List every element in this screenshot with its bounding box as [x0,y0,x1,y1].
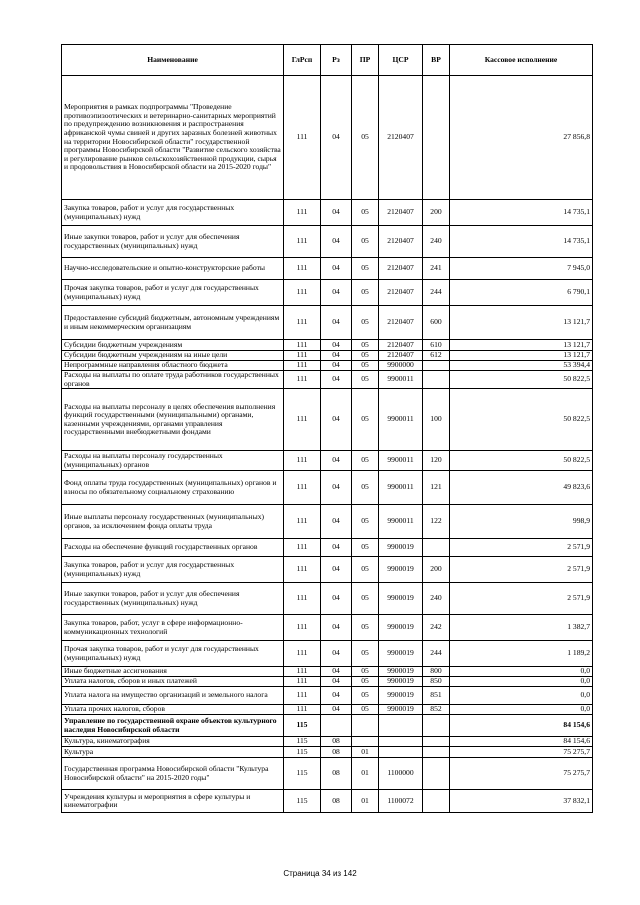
cell-grs: 115 [284,790,321,813]
table-row [62,747,593,758]
cell-amount: 13 121,7 [450,306,593,340]
cell-name: Закупка товаров, работ и услуг для государственных (муниципальных) нужд [62,200,284,226]
cell-pr: 01 [352,790,379,813]
cell-grs: 111 [284,258,321,280]
table-row [62,641,593,667]
cell-amount: 75 275,7 [450,758,593,790]
cell-grs: 111 [284,361,321,371]
table-row [62,539,593,557]
cell-rz: 04 [321,677,352,687]
page-number: Страница 34 из 142 [283,869,357,878]
cell-pr: 05 [352,351,379,361]
table-row [62,340,593,351]
cell-grs: 111 [284,226,321,258]
cell-pr: 05 [352,705,379,715]
cell-rz: 04 [321,705,352,715]
cell-rz: 04 [321,258,352,280]
cell-amount: 0,0 [450,687,593,705]
cell-csr [379,715,423,737]
cell-pr: 01 [352,758,379,790]
table-row [62,583,593,615]
cell-grs: 111 [284,687,321,705]
cell-grs: 111 [284,371,321,389]
cell-name: Культура, кинематография [62,737,284,747]
cell-csr: 9900011 [379,451,423,471]
cell-amount: 13 121,7 [450,351,593,361]
cell-amount: 13 121,7 [450,340,593,351]
cell-grs: 111 [284,557,321,583]
cell-amount: 0,0 [450,667,593,677]
cell-grs: 111 [284,200,321,226]
cell-pr: 05 [352,361,379,371]
cell-rz: 04 [321,389,352,451]
cell-vr [423,747,450,758]
cell-name: Научно-исследовательские и опытно-конструкторские работы [62,258,284,280]
cell-vr: 851 [423,687,450,705]
cell-amount: 50 822,5 [450,451,593,471]
table-row [62,471,593,505]
cell-name: Управление по государственной охране объектов культурного наследия Новосибирской области [62,715,284,737]
cell-grs: 115 [284,737,321,747]
cell-name: Мероприятия в рамках подпрограммы "Проведение противоэпизоотических и ветеринарно-санитарных мероприятий по предупреждению возникновения и распространения африканской чумы свиней и других заразных болезней животных на территории Новосибирской области" государственной программы Новосибирской области "Развитие сельского хозяйства и регулирование рынков сельскохозяйственной продукции, сырья и продовольствия в Новосибирской области на 2015-2020 годы" [62,76,284,200]
cell-grs: 115 [284,747,321,758]
cell-rz: 04 [321,361,352,371]
cell-name: Субсидии бюджетным учреждениям на иные цели [62,351,284,361]
cell-vr: 241 [423,258,450,280]
cell-amount: 2 571,9 [450,583,593,615]
cell-grs: 111 [284,539,321,557]
cell-pr: 05 [352,340,379,351]
cell-rz: 04 [321,505,352,539]
cell-name: Закупка товаров, работ, услуг в сфере информационно-коммуникационных технологий [62,615,284,641]
table-header-row [62,45,593,76]
cell-name: Иные закупки товаров, работ и услуг для обеспечения государственных (муниципальных) нужд [62,226,284,258]
table-row [62,790,593,813]
cell-vr: 600 [423,306,450,340]
cell-name: Фонд оплаты труда государственных (муниципальных) органов и взносы по обязательному социальному страхованию [62,471,284,505]
cell-csr: 2120407 [379,200,423,226]
cell-csr: 2120407 [379,258,423,280]
table-row [62,200,593,226]
cell-pr: 05 [352,557,379,583]
cell-grs: 111 [284,389,321,451]
cell-rz: 04 [321,615,352,641]
cell-amount: 1 189,2 [450,641,593,667]
cell-rz: 08 [321,758,352,790]
cell-pr: 05 [352,76,379,200]
cell-rz: 04 [321,351,352,361]
table-row [62,705,593,715]
table-row [62,258,593,280]
header-amount: Кассовое исполнение [450,45,593,76]
cell-csr: 2120407 [379,340,423,351]
header-pr: ПР [352,45,379,76]
cell-vr: 200 [423,557,450,583]
cell-vr: 100 [423,389,450,451]
cell-vr [423,737,450,747]
cell-grs: 115 [284,715,321,737]
cell-vr: 850 [423,677,450,687]
cell-pr [352,737,379,747]
cell-rz: 04 [321,583,352,615]
cell-name: Расходы на обеспечение функций государственных органов [62,539,284,557]
cell-amount: 7 945,0 [450,258,593,280]
cell-csr: 9900019 [379,667,423,677]
cell-pr: 05 [352,505,379,539]
cell-grs: 111 [284,306,321,340]
cell-rz [321,715,352,737]
cell-rz: 08 [321,790,352,813]
cell-amount: 84 154,6 [450,715,593,737]
cell-rz: 04 [321,306,352,340]
cell-csr: 9900000 [379,361,423,371]
cell-vr: 612 [423,351,450,361]
cell-csr: 9900019 [379,539,423,557]
cell-rz: 04 [321,451,352,471]
cell-amount: 998,9 [450,505,593,539]
header-vr: ВР [423,45,450,76]
cell-rz: 04 [321,200,352,226]
cell-pr: 05 [352,451,379,471]
cell-amount: 2 571,9 [450,539,593,557]
table-row [62,389,593,451]
cell-vr: 200 [423,200,450,226]
cell-csr: 9900011 [379,471,423,505]
cell-name: Государственная программа Новосибирской области "Культура Новосибирской области" на 2015-2020 годы" [62,758,284,790]
cell-rz: 04 [321,280,352,306]
cell-csr: 1100000 [379,758,423,790]
cell-rz: 08 [321,747,352,758]
cell-csr: 9900011 [379,371,423,389]
cell-name: Культура [62,747,284,758]
cell-csr: 2120407 [379,351,423,361]
budget-execution-table [61,44,593,813]
cell-name: Уплата налога на имущество организаций и земельного налога [62,687,284,705]
cell-grs: 111 [284,641,321,667]
cell-amount: 14 735,1 [450,226,593,258]
cell-grs: 111 [284,705,321,715]
cell-name: Расходы на выплаты по оплате труда работников государственных органов [62,371,284,389]
cell-name: Иные выплаты персоналу государственных (муниципальных) органов, за исключением фонда оплаты труда [62,505,284,539]
cell-name: Расходы на выплаты персоналу государственных (муниципальных) органов [62,451,284,471]
table-row [62,226,593,258]
cell-vr [423,76,450,200]
cell-pr: 05 [352,687,379,705]
cell-csr: 2120407 [379,76,423,200]
cell-amount: 6 790,1 [450,280,593,306]
cell-grs: 111 [284,471,321,505]
cell-name: Прочая закупка товаров, работ и услуг для государственных (муниципальных) нужд [62,280,284,306]
table-row [62,306,593,340]
cell-amount: 75 275,7 [450,747,593,758]
cell-name: Уплата прочих налогов, сборов [62,705,284,715]
cell-grs: 111 [284,505,321,539]
cell-name: Уплата налогов, сборов и иных платежей [62,677,284,687]
cell-pr: 05 [352,306,379,340]
cell-pr: 05 [352,583,379,615]
cell-name: Иные закупки товаров, работ и услуг для обеспечения государственных (муниципальных) нужд [62,583,284,615]
cell-csr: 9900019 [379,677,423,687]
cell-csr: 9900019 [379,557,423,583]
cell-rz: 08 [321,737,352,747]
cell-csr: 2120407 [379,226,423,258]
table-row [62,687,593,705]
cell-csr [379,737,423,747]
cell-grs: 111 [284,615,321,641]
cell-vr: 120 [423,451,450,471]
cell-pr: 05 [352,667,379,677]
cell-pr: 01 [352,747,379,758]
cell-csr: 9900019 [379,641,423,667]
cell-csr: 9900019 [379,615,423,641]
cell-vr: 121 [423,471,450,505]
cell-rz: 04 [321,557,352,583]
table-row [62,351,593,361]
cell-rz: 04 [321,687,352,705]
cell-name: Учреждения культуры и мероприятия в сфере культуры и кинематографии [62,790,284,813]
cell-name: Предоставление субсидий бюджетным, автономным учреждениям и иным некоммерческим организациям [62,306,284,340]
table-row [62,667,593,677]
cell-csr: 2120407 [379,280,423,306]
cell-rz: 04 [321,226,352,258]
cell-pr: 05 [352,471,379,505]
table-row [62,371,593,389]
cell-amount: 53 394,4 [450,361,593,371]
cell-vr [423,539,450,557]
cell-vr: 852 [423,705,450,715]
cell-grs: 111 [284,76,321,200]
cell-amount: 14 735,1 [450,200,593,226]
cell-vr: 240 [423,226,450,258]
cell-amount: 27 856,8 [450,76,593,200]
table-body [62,76,593,813]
cell-pr: 05 [352,280,379,306]
cell-pr: 05 [352,615,379,641]
cell-amount: 1 382,7 [450,615,593,641]
table-row [62,505,593,539]
cell-name: Прочая закупка товаров, работ и услуг для государственных (муниципальных) нужд [62,641,284,667]
cell-rz: 04 [321,76,352,200]
cell-vr [423,715,450,737]
cell-grs: 111 [284,340,321,351]
cell-pr [352,715,379,737]
cell-name: Непрограммные направления областного бюджета [62,361,284,371]
cell-pr: 05 [352,226,379,258]
header-name: Наименование [62,45,284,76]
cell-csr: 9900019 [379,687,423,705]
cell-rz: 04 [321,667,352,677]
cell-grs: 111 [284,351,321,361]
cell-pr: 05 [352,389,379,451]
table-row [62,715,593,737]
cell-csr: 9900019 [379,583,423,615]
cell-vr: 800 [423,667,450,677]
cell-rz: 04 [321,539,352,557]
cell-amount: 0,0 [450,677,593,687]
cell-amount: 0,0 [450,705,593,715]
table-row [62,737,593,747]
cell-csr: 9900019 [379,705,423,715]
cell-grs: 111 [284,583,321,615]
cell-pr: 05 [352,677,379,687]
cell-pr: 05 [352,641,379,667]
cell-grs: 111 [284,667,321,677]
cell-vr: 122 [423,505,450,539]
table-row [62,451,593,471]
cell-amount: 37 832,1 [450,790,593,813]
table-row [62,76,593,200]
cell-name: Субсидии бюджетным учреждениям [62,340,284,351]
cell-csr: 1100072 [379,790,423,813]
cell-grs: 115 [284,758,321,790]
table-row [62,615,593,641]
cell-vr [423,361,450,371]
cell-vr [423,371,450,389]
cell-pr: 05 [352,258,379,280]
cell-csr: 2120407 [379,306,423,340]
cell-name: Расходы на выплаты персоналу в целях обеспечения выполнения функций государственными (муниципальными) органами, казенными учреждениями, органами управления государственными внебюджетными фондами [62,389,284,451]
cell-amount: 2 571,9 [450,557,593,583]
cell-grs: 111 [284,280,321,306]
cell-pr: 05 [352,539,379,557]
cell-grs: 111 [284,677,321,687]
cell-amount: 49 823,6 [450,471,593,505]
cell-grs: 111 [284,451,321,471]
cell-amount: 50 822,5 [450,371,593,389]
cell-vr: 244 [423,280,450,306]
cell-csr: 9900011 [379,389,423,451]
header-csr: ЦСР [379,45,423,76]
cell-name: Закупка товаров, работ и услуг для государственных (муниципальных) нужд [62,557,284,583]
cell-rz: 04 [321,340,352,351]
table-row [62,758,593,790]
cell-vr [423,758,450,790]
cell-vr: 242 [423,615,450,641]
cell-pr: 05 [352,371,379,389]
cell-amount: 50 822,5 [450,389,593,451]
cell-pr: 05 [352,200,379,226]
cell-csr [379,747,423,758]
cell-vr [423,790,450,813]
cell-csr: 9900011 [379,505,423,539]
cell-vr: 610 [423,340,450,351]
cell-name: Иные бюджетные ассигнования [62,667,284,677]
cell-vr: 244 [423,641,450,667]
cell-amount: 84 154,6 [450,737,593,747]
table-row [62,557,593,583]
header-grs: ГлРсп [284,45,321,76]
header-rz: Рз [321,45,352,76]
table-row [62,280,593,306]
table-row [62,361,593,371]
cell-rz: 04 [321,371,352,389]
table-row [62,677,593,687]
cell-vr: 240 [423,583,450,615]
cell-rz: 04 [321,471,352,505]
cell-rz: 04 [321,641,352,667]
